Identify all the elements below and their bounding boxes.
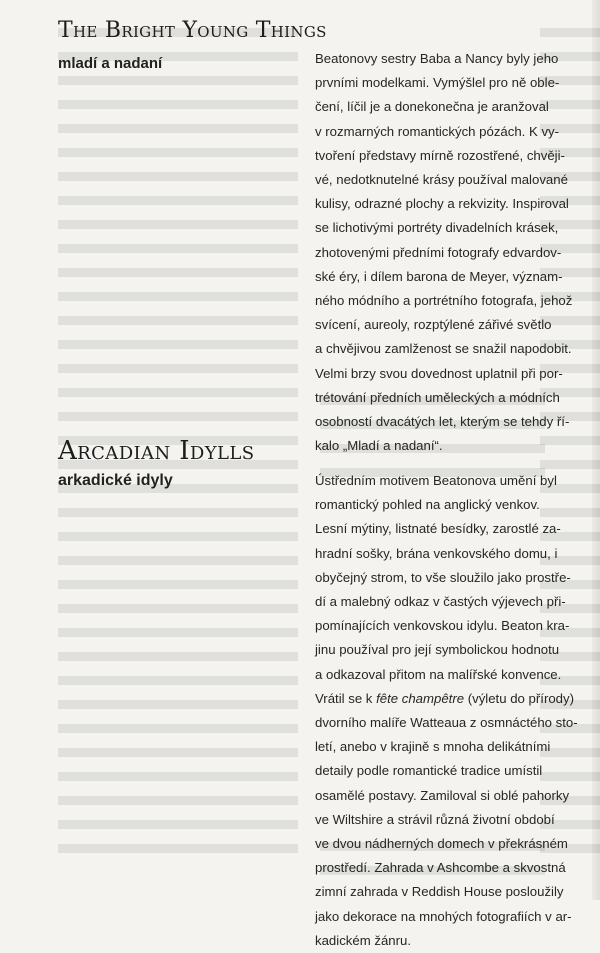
section-title-bright-young-things: The Bright Young Things — [58, 18, 327, 43]
body-line: Lesní mýtiny, listnaté besídky, zarostlé za- — [315, 521, 561, 537]
body-line: osobností dvacátých let, kterým se tehdy ří- — [315, 414, 570, 430]
section-body-arcadian-idylls — [315, 469, 578, 953]
italic-phrase: fête champêtre — [376, 690, 465, 706]
body-line: Velmi brzy svou dovednost uplatnil při por- — [315, 365, 563, 381]
body-line: ve dvou nádherných domech v překrásném — [315, 836, 568, 852]
body-line: osamělé postavy. Zamiloval si oblé pahorky — [315, 787, 570, 803]
body-line-part: Vrátil se k — [315, 690, 377, 706]
body-line: tvoření představy mírně rozostřené, chvěji- — [315, 147, 565, 163]
body-line: ve Wiltshire a strávil různá životní období — [315, 811, 555, 827]
body-line: vé, nedotknutelné krásy používal malované — [315, 172, 568, 188]
body-line: romantický pohled na anglický venkov. — [315, 497, 540, 513]
body-line: trétování předních uměleckých a módních — [315, 389, 560, 405]
body-line: obyčejný strom, to vše sloužilo jako prostře- — [315, 569, 571, 585]
body-line: jako dekorace na mnohých fotografiích v ar- — [315, 908, 572, 924]
body-line: a odkazoval přitom na malířské konvence. — [315, 666, 562, 682]
body-line: zimní zahrada v Reddish House posloužily — [315, 884, 564, 900]
body-line: jinu používal pro její symbolickou hodnotu — [315, 642, 560, 658]
body-line: svícení, aureoly, rozptýlené zářivé světlo — [315, 317, 552, 333]
section-subtitle-arkadicke-idyly: arkadické idyly — [58, 472, 173, 489]
body-line: prvními modelkami. Vymýšlel pro ně oble- — [315, 75, 560, 91]
body-line-part: (výletu do přírody) — [464, 690, 574, 706]
body-line: kadickém žánru. — [315, 932, 412, 948]
body-line: kalo „Mladí a nadaní“. — [315, 438, 443, 454]
body-line: zhotovenými předními fotografy edvardov- — [315, 244, 562, 260]
body-line: dí a malebný odkaz v častých výjevech při- — [315, 594, 566, 610]
body-line: čení, líčil je a donekonečna je aranžoval — [315, 99, 549, 115]
body-line: kulisy, odrazné plochy a rekvizity. Inspiroval — [315, 196, 569, 212]
body-line: detaily podle romantické tradice umístil — [315, 763, 543, 779]
body-line: dvorního malíře Watteaua z osmnáctého sto- — [315, 715, 578, 731]
body-line: a chvějivou zamlženost se snažil napodobit. — [315, 341, 572, 357]
body-line: Ústředním motivem Beatonova umění byl — [315, 473, 557, 488]
section-subtitle-mladi-a-nadani: mladí a nadaní — [58, 55, 163, 72]
body-line: letí, anebo v krajině s mnoha delikátními — [315, 739, 551, 755]
body-line: pomínajících venkovskou idylu. Beaton kra- — [315, 618, 570, 634]
body-line: v rozmarných romantických pózách. K vy- — [315, 123, 560, 139]
body-line: ného módního a portrétního fotografa, jehož — [315, 293, 573, 309]
body-line: ské éry, i dílem barona de Meyer, význam- — [315, 268, 563, 284]
body-line: hradní sošky, brána venkovského domu, i — [315, 545, 558, 561]
body-line: Beatonovy sestry Baba a Nancy byly jeho — [315, 51, 559, 66]
body-line: se lichotivými portréty divadelních krásek, — [315, 220, 559, 236]
section-body-bright-young-things — [315, 47, 573, 458]
body-line-with-italic — [315, 687, 574, 711]
section-title-arcadian-idylls: Arcadian Idylls — [58, 436, 255, 466]
body-line: prostředí. Zahrada v Ashcombe a skvostná — [315, 860, 566, 876]
